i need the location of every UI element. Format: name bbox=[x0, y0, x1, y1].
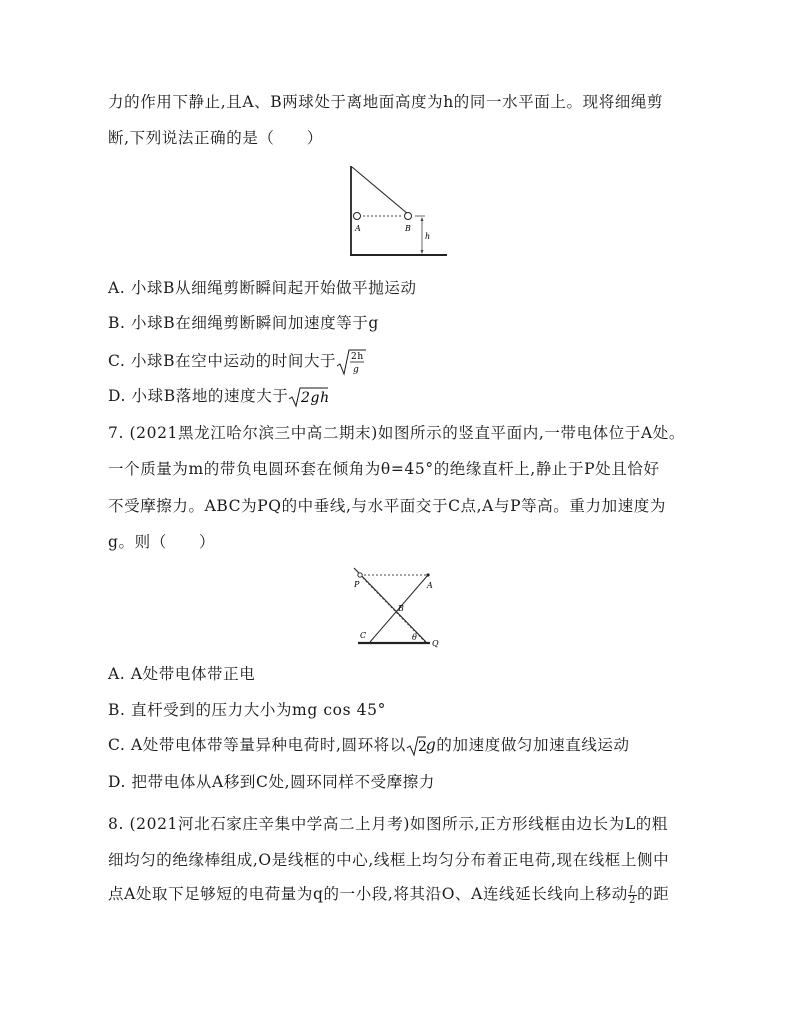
q8-line-3-text: 点A处取下足够短的电荷量为q的一小段,将其沿O、A连线延长线向上移动 bbox=[108, 885, 628, 903]
q7-option-b: B. 直杆受到的压力大小为mg cos 45° bbox=[108, 701, 386, 719]
q6-stem-line-2: 断,下列说法正确的是（ ） bbox=[108, 129, 323, 147]
label-q: Q bbox=[432, 639, 439, 648]
q7-option-c-g: g bbox=[425, 736, 437, 754]
sqrt-2 bbox=[406, 735, 426, 757]
pq-dashed bbox=[360, 575, 425, 642]
q7-option-c bbox=[108, 735, 630, 757]
q7-option-c-post: 的加速度做匀加速直线运动 bbox=[436, 736, 630, 754]
point-a bbox=[426, 573, 429, 576]
sqrt-2gh-text: 2gh bbox=[301, 390, 331, 406]
label-b7: B bbox=[398, 604, 404, 613]
label-h: h bbox=[425, 232, 431, 241]
q6-option-d-text: D. 小球B落地的速度大于 bbox=[108, 387, 289, 405]
sqrt-den: g bbox=[353, 365, 360, 375]
q8-line-1: 8. (2021河北石家庄辛集中学高二上月考)如图所示,正方形线框由边长为L的粗 bbox=[108, 815, 668, 833]
label-a7: A bbox=[427, 581, 433, 590]
q8-line-3 bbox=[108, 884, 669, 905]
q7-option-c-pre: C. A处带电体带等量异种电荷时,圆环将以 bbox=[108, 736, 406, 754]
q6-option-a: A. 小球B从细绳剪断瞬间起开始做平抛运动 bbox=[108, 279, 417, 297]
q6-figure bbox=[345, 162, 450, 260]
label-a: A bbox=[355, 224, 361, 233]
height-arrow-head-up bbox=[421, 217, 424, 221]
ball-b bbox=[405, 213, 412, 220]
sqrt-2gh bbox=[288, 386, 331, 408]
q7-option-d: D. 把带电体从A移到C处,圆环同样不受摩擦力 bbox=[108, 773, 436, 791]
label-p: P bbox=[354, 580, 360, 589]
label-c: C bbox=[360, 631, 367, 640]
q7-line-1: 7. (2021黑龙江哈尔滨三中高二期末)如图所示的竖直平面内,一带电体位于A处。 bbox=[108, 424, 685, 442]
label-b: B bbox=[405, 224, 411, 233]
incline-rope bbox=[352, 167, 408, 214]
frac-num: L bbox=[628, 884, 637, 896]
q7-option-a: A. A处带电体带正电 bbox=[108, 665, 256, 683]
label-theta: θ bbox=[412, 633, 417, 642]
q6-option-c-text: C. 小球B在空中运动的时间大于 bbox=[108, 352, 337, 370]
q7-line-2: 一个质量为m的带负电圆环套在倾角为θ=45°的绝缘直杆上,静止于P处且恰好 bbox=[108, 460, 660, 478]
q7-line-3: 不受摩擦力。ABC为PQ的中垂线,与水平面交于C点,A与P等高。重力加速度为 bbox=[108, 497, 667, 515]
q6-stem-line-1: 力的作用下静止,且A、B两球处于离地面高度为h的同一水平面上。现将细绳剪 bbox=[108, 93, 664, 111]
q8-line-3-post: 的距 bbox=[637, 885, 670, 903]
sqrt-num: 2h bbox=[351, 352, 364, 362]
q7-figure bbox=[348, 562, 440, 650]
q7-line-4: g。则（ ） bbox=[108, 533, 216, 551]
height-arrow-head-down bbox=[421, 250, 424, 254]
sqrt-fraction bbox=[336, 348, 366, 376]
q6-option-c bbox=[108, 348, 366, 376]
frac-den: 2 bbox=[629, 894, 636, 906]
fraction-l-over-2 bbox=[628, 886, 637, 905]
q6-option-d bbox=[108, 386, 331, 408]
sqrt-2-text: 2 bbox=[417, 739, 428, 755]
q6-option-b: B. 小球B在细绳剪断瞬间加速度等于g bbox=[108, 314, 379, 332]
ring-p bbox=[358, 573, 362, 577]
ball-a bbox=[354, 213, 361, 220]
q8-line-2: 细均匀的绝缘棒组成,O是线框的中心,线框上均匀分布着正电荷,现在线框上侧中 bbox=[108, 851, 670, 869]
